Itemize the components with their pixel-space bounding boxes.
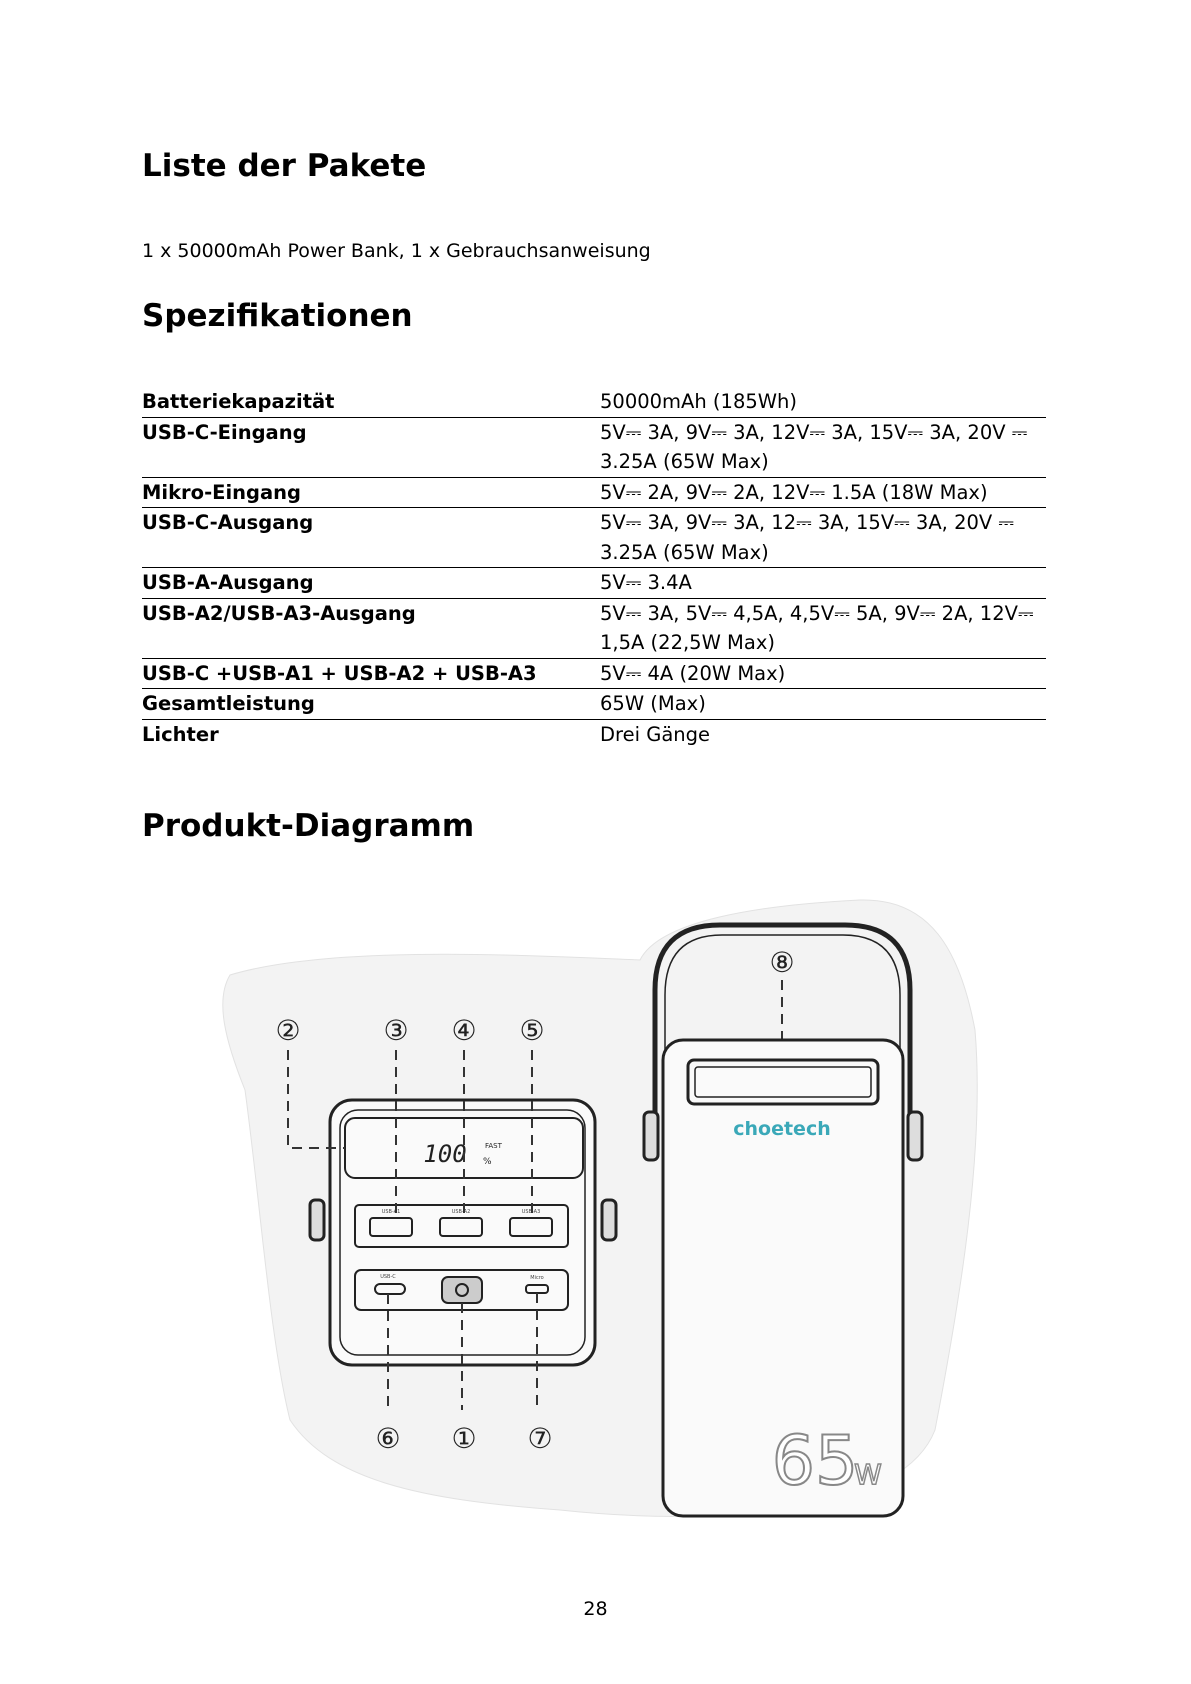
- spec-row: [142, 658, 1046, 689]
- spec-value: 5V⎓ 2A, 9V⎓ 2A, 12V⎓ 1.5A (18W Max): [600, 480, 988, 504]
- heading-packages: Liste der Pakete: [142, 148, 427, 184]
- display-percent: %: [483, 1157, 492, 1167]
- left-handle-knob: [310, 1200, 324, 1240]
- display-value: 100: [423, 1140, 467, 1168]
- callout-5: ⑤: [519, 1014, 545, 1047]
- heading-specs: Spezifikationen: [142, 298, 413, 334]
- spec-value: 5V⎓ 4A (20W Max): [600, 661, 786, 685]
- port-label-a1: USB-A1: [381, 1209, 401, 1215]
- callout-6: ⑥: [375, 1422, 401, 1455]
- callout-7: ⑦: [527, 1422, 553, 1455]
- port-label-a2: USB-A2: [451, 1209, 471, 1215]
- spec-label: USB-C +USB-A1 + USB-A2 + USB-A3: [142, 661, 537, 685]
- spec-value: 5V⎓ 3.4A: [600, 571, 692, 594]
- spec-value: 50000mAh (185Wh): [600, 390, 797, 413]
- callout-2: ②: [275, 1014, 301, 1047]
- page-number: 28: [583, 1598, 608, 1620]
- spec-row: [142, 417, 1046, 477]
- spec-row: [142, 689, 1046, 720]
- spec-label: Mikro-Eingang: [142, 480, 302, 504]
- callout-8: ⑧: [769, 946, 795, 979]
- callout-1: ①: [451, 1422, 477, 1455]
- display-fast: FAST: [485, 1142, 502, 1150]
- spec-label: USB-C-Ausgang: [142, 511, 314, 534]
- spec-row: [142, 477, 1046, 508]
- power-button: [442, 1277, 482, 1303]
- side-knob-right: [908, 1112, 922, 1160]
- spec-value: Drei Gänge: [600, 722, 711, 746]
- spec-label: USB-A-Ausgang: [142, 571, 314, 594]
- spec-row: [142, 508, 1046, 568]
- spec-row: [142, 598, 1046, 658]
- packages-text: 1 x 50000mAh Power Bank, 1 x Gebrauchsanweisung: [142, 240, 651, 262]
- spec-value: 5V⎓ 3A, 9V⎓ 3A, 12V⎓ 3A, 15V⎓ 3A, 20V ⎓ 3.25A (65W Max): [600, 420, 1028, 473]
- side-knob-left: [644, 1112, 658, 1160]
- wattage-unit: W: [854, 1458, 882, 1491]
- spec-label: Gesamtleistung: [142, 692, 315, 715]
- right-handle-knob: [602, 1200, 616, 1240]
- spec-label: USB-A2/USB-A3-Ausgang: [142, 601, 416, 625]
- product-diagram: [0, 880, 1191, 1540]
- spec-label: USB-C-Eingang: [142, 420, 307, 444]
- micro-label: Micro: [530, 1275, 544, 1281]
- wattage-number: 65: [771, 1422, 859, 1501]
- spec-row: [142, 387, 1046, 417]
- spec-value: 5V⎓ 3A, 9V⎓ 3A, 12⎓ 3A, 15V⎓ 3A, 20V ⎓ 3.25A (65W Max): [600, 511, 1014, 564]
- brand-logo: choetech: [733, 1118, 831, 1140]
- spec-label: Batteriekapazität: [142, 390, 335, 413]
- port-label-a3: USB-A3: [521, 1209, 541, 1215]
- spec-value: 65W (Max): [600, 692, 706, 715]
- usbc-label: USB-C: [380, 1274, 396, 1280]
- spec-table: [142, 387, 1046, 749]
- spec-row: [142, 719, 1046, 749]
- callout-4: ④: [451, 1014, 477, 1047]
- callout-3: ③: [383, 1014, 409, 1047]
- heading-diagram: Produkt-Diagramm: [142, 808, 475, 844]
- spec-value: 5V⎓ 3A, 5V⎓ 4,5A, 4,5V⎓ 5A, 9V⎓ 2A, 12V⎓ 1,5A (22,5W Max): [600, 601, 1034, 654]
- spec-label: Lichter: [142, 722, 219, 746]
- spec-row: [142, 568, 1046, 599]
